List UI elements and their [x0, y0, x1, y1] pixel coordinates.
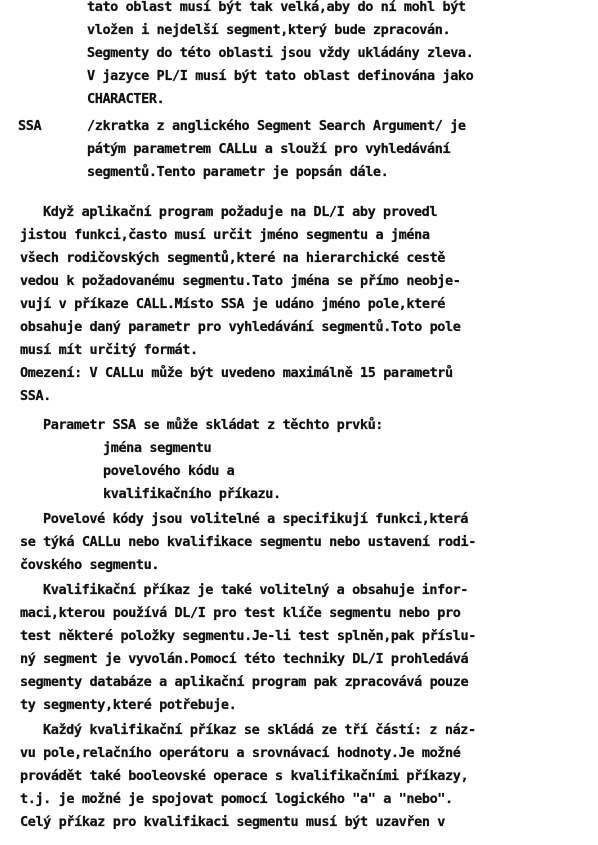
list-item: jména segmentu — [103, 440, 212, 456]
text-line: Parametr SSA se může skládat z těchto prvků: — [43, 417, 384, 433]
text-line: Když aplikační program požaduje na DL/I aby provedl — [43, 204, 438, 220]
text-line: Segmenty do této oblasti jsou vždy ukládány zleva. — [87, 45, 474, 61]
text-line: maci,kterou používá DL/I pro test klíče segmentu nebo pro — [20, 605, 461, 621]
text-line: vložen i nejdelší segment,který bude zpracován. — [87, 22, 451, 38]
text-line: ný segment je vyvolán.Pomocí této techniky DL/I prohledává — [20, 651, 469, 667]
text-line: t.j. je možné je spojovat pomocí logického "a" a "nebo". — [20, 791, 453, 807]
text-line: vedou k požadovanému segmentu.Tato jména se přímo neobje- — [20, 273, 461, 289]
text-line: vují v příkaze CALL.Místo SSA je udáno jméno pole,které — [20, 296, 446, 312]
ssa-term: SSA — [18, 118, 42, 134]
text-line: Každý kvalifikační příkaz se skládá ze tří částí: z náz- — [43, 722, 476, 738]
text-line: SSA. — [20, 388, 51, 404]
text-line: ty segmenty,které potřebuje. — [20, 697, 237, 713]
text-line: CHARACTER. — [87, 91, 165, 107]
text-line: obsahuje daný parametr pro vyhledávání segmentů.Toto pole — [20, 319, 461, 335]
text-line: Celý příkaz pro kvalifikaci segmentu musí být uzavřen v — [20, 814, 446, 830]
text-line: vu pole,relačního operátoru a srovnávací hodnoty.Je možné — [20, 745, 461, 761]
list-item: kvalifikačního příkazu. — [103, 486, 281, 502]
text-line: /zkratka z anglického Segment Search Argument/ je — [87, 118, 466, 134]
text-line: Omezení: V CALLu může být uvedeno maximálně 15 parametrů — [20, 365, 453, 381]
text-line: pátým parametrem CALLu a slouží pro vyhledávání — [87, 141, 451, 157]
text-line: Povelové kódy jsou volitelné a specifikují funkci,která — [43, 511, 469, 527]
text-line: všech rodičovských segmentů,které na hierarchické cestě — [20, 250, 446, 266]
text-line: V jazyce PL/I musí být tato oblast definována jako — [87, 68, 474, 84]
text-line: musí mít určitý formát. — [20, 342, 198, 358]
list-item: povelového kódu a — [103, 463, 235, 479]
text-line: čovského segmentu. — [20, 557, 160, 573]
text-line: se týká CALLu nebo kvalifikace segmentu nebo ustavení rodi- — [20, 534, 476, 550]
text-line: provádět také booleovské operace s kvalifikačními příkazy, — [20, 768, 469, 784]
text-line: Kvalifikační příkaz je také volitelný a obsahuje infor- — [43, 582, 469, 598]
text-line: jistou funkci,často musí určit jméno segmentu a jména — [20, 227, 430, 243]
text-line: test některé položky segmentu.Je-li test splněn,pak příslu- — [20, 628, 476, 644]
text-line: segmentů.Tento parametr je popsán dále. — [87, 164, 389, 180]
text-line: tato oblast musí být tak velká,aby do ní mohl být — [87, 0, 466, 15]
text-line: segmenty databáze a aplikační program pak zpracovává pouze — [20, 674, 469, 690]
